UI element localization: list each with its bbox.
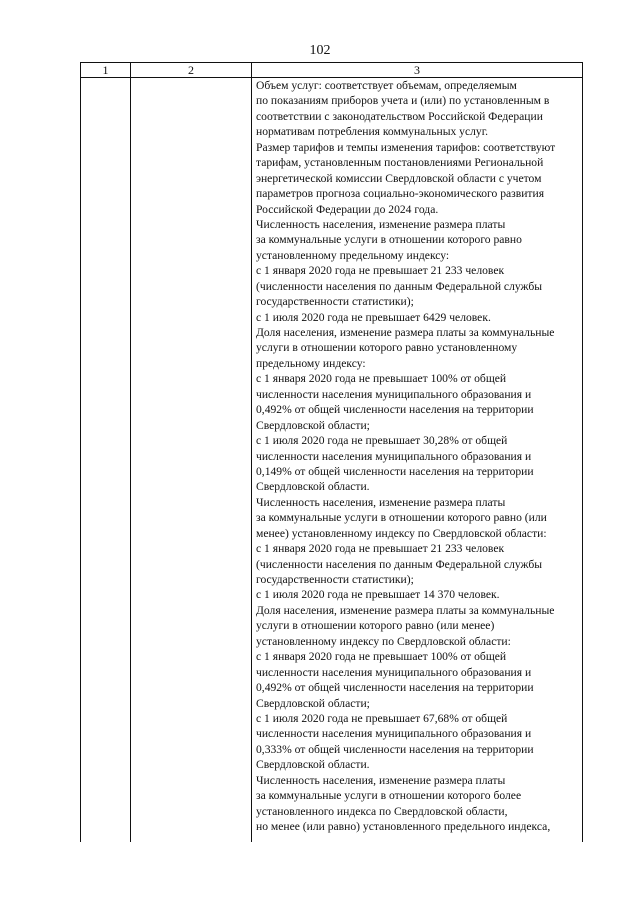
text-line: с 1 июля 2020 года не превышает 30,28% от общей (256, 434, 508, 448)
text-line: нормативам потребления коммунальных услуг. (256, 125, 489, 139)
text-line: установленному индексу по Свердловской области: (256, 634, 511, 648)
text-line: (численности населения по данным Федеральной службы (256, 557, 543, 571)
text-line: Численность населения, изменение размера платы (256, 495, 506, 509)
text-line: установленного индекса по Свердловской области, (256, 804, 508, 818)
column-divider (251, 63, 252, 842)
text-line: Свердловской области. (256, 758, 370, 772)
table-header-row (81, 63, 582, 78)
column-header-2: 2 (188, 63, 194, 77)
text-line: численности населения муниципального образования и (256, 727, 532, 741)
text-line: Объем услуг: соответствует объемам, определяемым (256, 79, 517, 92)
text-line: предельному индексу: (256, 356, 366, 370)
text-line: с 1 июля 2020 года не превышает 67,68% от общей (256, 711, 508, 725)
column-3-text (256, 78, 582, 834)
text-line: Российской Федерации до 2024 года. (256, 202, 439, 216)
text-line: 0,333% от общей численности населения на территории (256, 742, 534, 756)
text-line: параметров прогноза социально-экономического развития (256, 187, 545, 201)
column-header-1: 1 (102, 63, 109, 77)
text-line: 0,492% от общей численности населения на территории (256, 681, 534, 695)
text-line: но менее (или равно) установленного предельного индекса, (256, 820, 551, 833)
text-line: численности населения муниципального образования и (256, 665, 532, 679)
text-line: Размер тарифов и темпы изменения тарифов: соответствуют (256, 140, 556, 154)
text-line: за коммунальные услуги в отношении которого равно (256, 233, 522, 247)
text-line: установленному предельному индексу: (256, 248, 450, 262)
text-line: тарифам, установленным постановлениями Региональной (256, 156, 544, 170)
text-line: с 1 января 2020 года не превышает 21 233 человек (256, 542, 505, 556)
text-line: Численность населения, изменение размера платы (256, 773, 506, 787)
text-line: за коммунальные услуги в отношении которого равно (или (256, 511, 547, 525)
text-line: (численности населения по данным Федеральной службы (256, 279, 543, 293)
text-line: услуги в отношении которого равно установленному (256, 341, 518, 355)
text-line: 0,492% от общей численности населения на территории (256, 403, 534, 417)
text-line: по показаниям приборов учета и (или) по установленным в (256, 94, 550, 108)
text-line: за коммунальные услуги в отношении которого более (256, 789, 522, 803)
text-line: Численность населения, изменение размера платы (256, 217, 506, 231)
text-line: государственности статистики); (256, 573, 414, 586)
text-line: Доля населения, изменение размера платы за коммунальные (256, 603, 555, 617)
text-line: с 1 января 2020 года не превышает 100% от общей (256, 650, 507, 664)
text-line: Свердловской области. (256, 480, 370, 494)
text-line: с 1 января 2020 года не превышает 21 233 человек (256, 264, 505, 278)
column-header-3: 3 (414, 63, 420, 77)
text-line: с 1 января 2020 года не превышает 100% от общей (256, 372, 507, 386)
text-line: численности населения муниципального образования и (256, 387, 532, 401)
text-line: соответствии с законодательством Российской Федерации (256, 109, 543, 123)
text-line: менее) установленному индексу по Свердловской области: (256, 526, 547, 540)
text-line: с 1 июля 2020 года не превышает 6429 человек. (256, 310, 491, 324)
text-line: услуги в отношении которого равно (или менее) (256, 619, 495, 633)
text-line: численности населения муниципального образования и (256, 449, 532, 463)
text-line: энергетической комиссии Свердловской области с учетом (256, 171, 542, 185)
text-line: 0,149% от общей численности населения на территории (256, 464, 534, 478)
text-line: Доля населения, изменение размера платы за коммунальные (256, 326, 555, 339)
page-number: 102 (309, 43, 331, 58)
column-divider (130, 63, 131, 842)
document-table (80, 62, 583, 842)
text-line: Свердловской области; (256, 696, 370, 710)
text-line: государственности статистики); (256, 295, 414, 309)
text-line: с 1 июля 2020 года не превышает 14 370 человек. (256, 588, 500, 602)
text-line: Свердловской области; (256, 418, 370, 432)
